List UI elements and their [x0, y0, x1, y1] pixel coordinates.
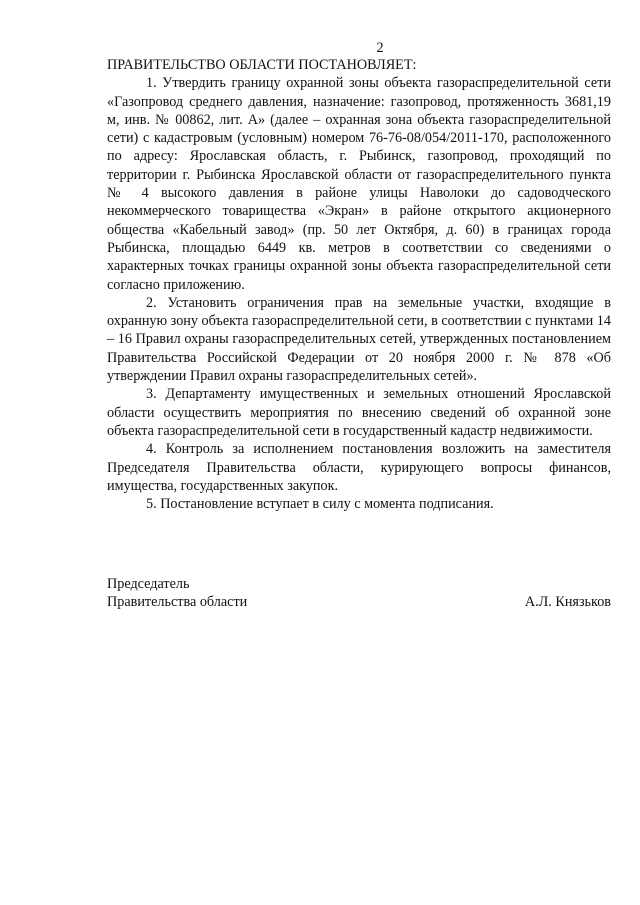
- paragraph-3: 3. Департаменту имущественных и земельных отношений Ярославской области осуществить мероприятия по внесению сведений об охранной зоне объекта газораспределительной сети в государственный кадастр недвижимости.: [107, 386, 611, 439]
- paragraph-5: 5. Постановление вступает в силу с момента подписания.: [146, 496, 494, 513]
- paragraph-4: 4. Контроль за исполнением постановления возложить на заместителя Председателя Правительства области, курирующего вопросы финансов, имущества, государственных закупок.: [107, 441, 611, 494]
- document-body: [107, 56, 611, 513]
- signatory-title-line-1: Председатель: [107, 576, 190, 592]
- signatory-title-line-2: Правительства области: [107, 594, 248, 611]
- paragraph-1: 1. Утвердить границу охранной зоны объекта газораспределительной сети «Газопровод среднего давления, назначение: газопровод, протяженность 3681,19 м, инв. № 00862, лит. А» (далее – охранная зона объекта газораспределительной сети) с кадастровым (условным) номером 76-76-08/054/2011-170, расположенного по адресу: Ярославская область, г. Рыбинск, газопровод, проходящий по территории г. Рыбинска Ярославской области от газораспределительного пункта № 4 высокого давления в районе улицы Наволоки до садоводческого некоммерческого товарищества «Экран» в районе открытого акционерного общества «Кабельный завод» (пр. 50 лет Октября, д. 60) в границах города Рыбинска, площадью 6449 кв. метров в соответствии со сведениями о характерных точках границы охранной зоны объекта газораспределительной сети согласно приложению.: [107, 75, 611, 293]
- paragraph-2: 2. Установить ограничения прав на земельные участки, входящие в охранную зону объекта газораспределительной сети, в соответствии с пунктами 14 – 16 Правил охраны газораспределительных сетей, утвержденных постановлением Правительства Российской Федерации от 20 ноября 2000 г. № 878 «Об утверждении Правил охраны газораспределительных сетей».: [107, 294, 611, 385]
- signature-block: [107, 575, 611, 612]
- signature-line: [107, 593, 611, 611]
- signatory-name: А.Л. Князьков: [524, 594, 611, 611]
- resolution-heading: ПРАВИТЕЛЬСТВО ОБЛАСТИ ПОСТАНОВЛЯЕТ:: [107, 57, 417, 73]
- page-number: 2: [376, 40, 384, 56]
